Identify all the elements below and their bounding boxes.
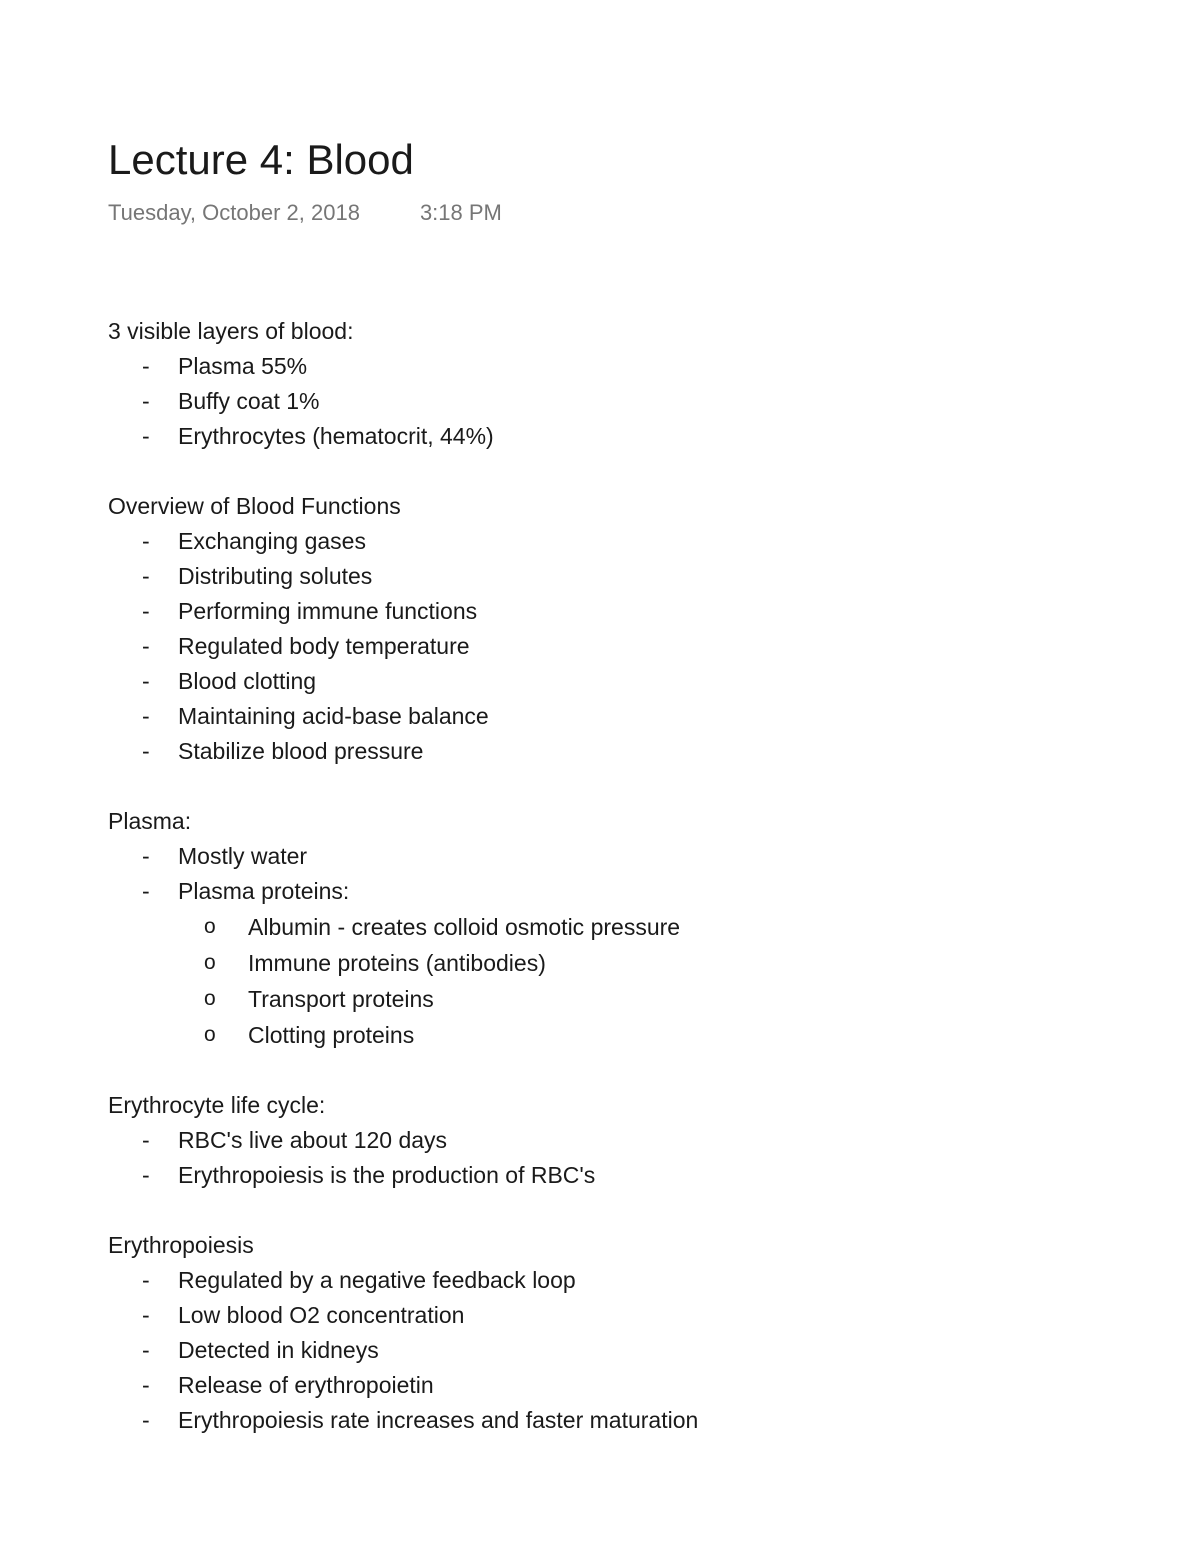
dash-bullet: -: [142, 1302, 150, 1328]
list-item: [108, 1403, 1108, 1438]
list-item-text: Erythropoiesis is the production of RBC's: [178, 1162, 596, 1188]
list-item-text: Buffy coat 1%: [178, 388, 320, 414]
sub-list-item: [108, 981, 1108, 1017]
section-layers: [108, 314, 1108, 454]
list-item-text: Blood clotting: [178, 668, 317, 694]
list-item: [108, 1263, 1108, 1298]
dash-bullet: -: [142, 1162, 150, 1188]
circle-bullet: o: [204, 951, 216, 974]
page-title: Lecture 4: Blood: [108, 136, 414, 183]
sub-list-item-text: Albumin - creates colloid osmotic pressure: [248, 914, 681, 940]
dash-bullet: -: [142, 1267, 150, 1293]
list-item-text: Exchanging gases: [178, 528, 366, 554]
list-item-text: Regulated body temperature: [178, 633, 470, 659]
section-heading: Plasma:: [108, 808, 192, 834]
list-item: [108, 1158, 1108, 1193]
list-item: [108, 349, 1108, 384]
list-item-text: Stabilize blood pressure: [178, 738, 424, 764]
dash-bullet: -: [142, 633, 150, 659]
list-item: [108, 384, 1108, 419]
sub-list-item: [108, 909, 1108, 945]
dash-bullet: -: [142, 1372, 150, 1398]
dash-bullet: -: [142, 528, 150, 554]
list-item: [108, 524, 1108, 559]
dash-bullet: -: [142, 738, 150, 764]
section-heading: Erythrocyte life cycle:: [108, 1092, 326, 1118]
sub-list-item-text: Transport proteins: [248, 986, 434, 1012]
list-item: [108, 559, 1108, 594]
list-item-text: Mostly water: [178, 843, 308, 869]
dash-bullet: -: [142, 703, 150, 729]
list-item: [108, 1298, 1108, 1333]
circle-bullet: o: [204, 1023, 216, 1046]
sub-list-item: [108, 1017, 1108, 1053]
sub-list-item-text: Clotting proteins: [248, 1022, 415, 1048]
list-item-text: Regulated by a negative feedback loop: [178, 1267, 576, 1293]
list-item: [108, 419, 1108, 454]
list-item: [108, 839, 1108, 874]
sub-list-item: [108, 945, 1108, 981]
list-item-text: Release of erythropoietin: [178, 1372, 434, 1398]
section-plasma: [108, 804, 1108, 1053]
dash-bullet: -: [142, 1127, 150, 1153]
circle-bullet: o: [204, 987, 216, 1010]
list-item: [108, 629, 1108, 664]
dash-bullet: -: [142, 1407, 150, 1433]
list-item: [108, 734, 1108, 769]
list-item-text: Maintaining acid-base balance: [178, 703, 489, 729]
list-item: [108, 664, 1108, 699]
list-item-text: Performing immune functions: [178, 598, 478, 624]
list-item: [108, 699, 1108, 734]
list-item-text: Detected in kidneys: [178, 1337, 379, 1363]
page-timestamp: [108, 198, 502, 228]
dash-bullet: -: [142, 1337, 150, 1363]
dash-bullet: -: [142, 878, 150, 904]
list-item-text: RBC's live about 120 days: [178, 1127, 448, 1153]
dash-bullet: -: [142, 598, 150, 624]
list-item: [108, 1368, 1108, 1403]
section-heading: Overview of Blood Functions: [108, 493, 401, 519]
list-item-text: Erythropoiesis rate increases and faster maturation: [178, 1407, 699, 1433]
list-item-text: Low blood O2 concentration: [178, 1302, 465, 1328]
dash-bullet: -: [142, 668, 150, 694]
dash-bullet: -: [142, 423, 150, 449]
dash-bullet: -: [142, 353, 150, 379]
dash-bullet: -: [142, 388, 150, 414]
section-heading: 3 visible layers of blood:: [108, 318, 354, 344]
section-heading: Erythropoiesis: [108, 1232, 254, 1258]
dash-bullet: -: [142, 563, 150, 589]
list-item-text: Distributing solutes: [178, 563, 373, 589]
circle-bullet: o: [204, 915, 216, 938]
page-date: Tuesday, October 2, 2018: [108, 200, 360, 225]
list-item-text: Erythrocytes (hematocrit, 44%): [178, 423, 494, 449]
sub-list-item-text: Immune proteins (antibodies): [248, 950, 546, 976]
note-content: [108, 314, 1108, 1473]
dash-bullet: -: [142, 843, 150, 869]
section-functions: [108, 489, 1108, 769]
section-erythropoiesis: [108, 1228, 1108, 1438]
list-item-text: Plasma proteins:: [178, 878, 350, 904]
list-item: [108, 1123, 1108, 1158]
list-item: [108, 1333, 1108, 1368]
list-item: [108, 594, 1108, 629]
list-item: [108, 874, 1108, 909]
list-item-text: Plasma 55%: [178, 353, 308, 379]
page-time: 3:18 PM: [419, 200, 502, 225]
section-lifecycle: [108, 1088, 1108, 1193]
